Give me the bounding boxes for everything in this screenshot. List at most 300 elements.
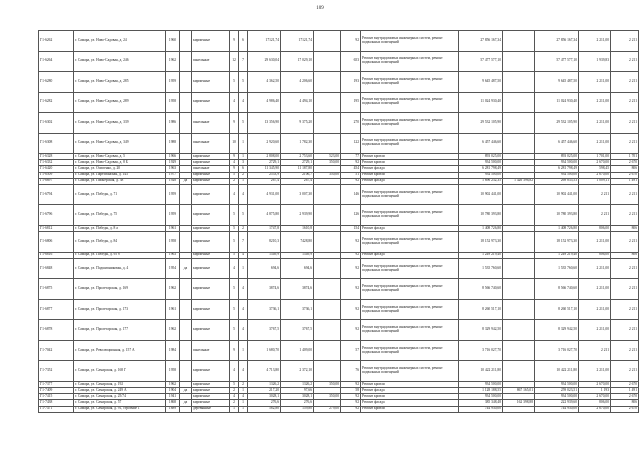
table-cell-cost-per-m2: 2 211,00 <box>579 320 611 341</box>
table-cell-address: г. Самара, ул. Самарская, д. 91, строение 1 <box>74 406 166 412</box>
table-cell-residents: 92 <box>341 178 361 184</box>
table-cell-address: г. Самара, ул. Самарская, д. 192 <box>74 381 166 387</box>
table-cell-residents: 154 <box>341 225 361 231</box>
table-cell-limit: 2 670 <box>611 406 639 412</box>
table-cell-area-living: 276,6 <box>281 400 314 406</box>
table-cell-cost-total: 1 696 232,35 <box>459 178 503 184</box>
table-cell-entrances: 4 <box>239 279 248 300</box>
table-cell-work-type: Ремонт внутридомовых инженерных систем, ремонт подвальных помещений <box>361 92 459 113</box>
table-cell-residents: 92 <box>341 279 361 300</box>
table-cell-cost-a <box>503 340 535 361</box>
table-cell-cost-total: 744 930,00 <box>459 406 503 412</box>
table-cell-residents: 195 <box>341 92 361 113</box>
table-cell-area-living: 2106,7 <box>281 172 314 178</box>
table-cell-address: г. Самара, ул. Самарская, д. 25/74 <box>74 394 166 400</box>
table-cell-code: Г1-6806 <box>39 232 74 253</box>
table-cell-cost-per-m2: 2 211,00 <box>579 232 611 253</box>
table-cell-area-total: 4 362,50 <box>248 72 281 93</box>
table-cell-entrances: 2 <box>239 225 248 231</box>
table-cell-cost-total: 3 716 027,70 <box>459 340 503 361</box>
table-cell-year: 1958 <box>166 232 180 253</box>
table-cell-limit: 1 491 <box>611 178 639 184</box>
table-cell-wall-material: кирпичные <box>192 92 230 113</box>
table-cell-year: 1961 <box>166 299 180 320</box>
table-cell-wall-material: кирпичные <box>192 400 230 406</box>
table-cell-cost-a <box>503 258 535 279</box>
table-cell-wall-material: панельные <box>192 113 230 134</box>
table-cell-area-living: 4 494,10 <box>281 92 314 113</box>
table-cell-area-total: 3028,1 <box>248 394 281 400</box>
table-cell-address: г. Самара, ул. Ново-Садовая, д. 285 <box>74 72 166 93</box>
table-cell-cost-per-m2: 2 211,00 <box>579 361 611 382</box>
table-cell-work-type: Ремонт внутридомовых инженерных систем, ремонт подвальных помещений <box>361 279 459 300</box>
table-cell-address: г. Самара, ул. Победы, д. 75 <box>74 205 166 226</box>
table-cell-code: Г1-7471 <box>39 406 74 412</box>
table-cell-cost-b: 10 902 441,00 <box>535 184 579 205</box>
table-cell-cost-total: 27 856 167,34 <box>459 31 503 52</box>
table-cell-work-type: Ремонт внутридомовых инженерных систем, ремонт подвальных помещений <box>361 113 459 134</box>
table-cell-entrances: 4 <box>239 320 248 341</box>
table-cell-floors: 12 <box>230 51 239 72</box>
table-cell-address: г. Самара, ул. Ново-Садовая, д. 339 <box>74 113 166 134</box>
table-row <box>39 279 639 300</box>
table-cell-cost-a <box>503 406 535 412</box>
table-cell-floors: 9 <box>230 113 239 134</box>
table-cell-area-total: 2 920,60 <box>248 133 281 154</box>
table-cell-cost-per-m2: 2 211 <box>579 184 611 205</box>
table-cell-limit: 2 211 <box>611 72 639 93</box>
table-cell-entrances: 5 <box>239 72 248 93</box>
table-cell-cost-per-m2: 2 211 <box>579 340 611 361</box>
table-cell-cost-total: 934 500,00 <box>459 172 503 178</box>
table-cell-area-extra: 350,00 <box>314 172 341 178</box>
table-cell-flag <box>180 340 192 361</box>
table-cell-year: 1988 <box>166 133 180 154</box>
table-cell-residents: 92 <box>341 31 361 52</box>
table-cell-address: г. Самара, ул. Партизанская, д. 143 <box>74 172 166 178</box>
table-cell-limit: 2 211 <box>611 133 639 154</box>
table-cell-area-living: 694,6 <box>281 258 314 279</box>
table-cell-floors: 4 <box>230 184 239 205</box>
table-cell-year: 1977 <box>166 172 180 178</box>
table-cell-code: Г1-7409 <box>39 388 74 394</box>
table-cell-code: Г1-6848 <box>39 258 74 279</box>
table-cell-cost-per-m2: 806,00 <box>579 225 611 231</box>
table-cell-entrances: 7 <box>239 232 248 253</box>
table-cell-work-type: Ремонт внутридомовых инженерных систем, ремонт подвальных помещений <box>361 299 459 320</box>
table-cell-limit: 806 <box>611 225 639 231</box>
table-cell-floors: 2 <box>230 400 239 406</box>
table-cell-year: 1963 <box>166 166 180 172</box>
table-cell-entrances: 1 <box>239 154 248 160</box>
table-cell-area-living: 11 187,80 <box>281 166 314 172</box>
table-cell-cost-b: 8 260 517,10 <box>535 299 579 320</box>
table-cell-address: г. Самара, ул. Самарская, д. 57 <box>74 400 166 406</box>
table-cell-area-extra <box>314 232 341 253</box>
table-cell-cost-per-m2: 2 670,00 <box>579 172 611 178</box>
table-cell-entrances: 4 <box>239 299 248 320</box>
table-cell-cost-a <box>503 31 535 52</box>
table-cell-cost-b: 934 500,00 <box>535 172 579 178</box>
table-cell-limit: 2 211 <box>611 320 639 341</box>
table-cell-entrances: 1 <box>239 178 248 184</box>
table-cell-work-type: Ремонт внутридомовых инженерных систем, ремонт подвальных помещений <box>361 205 459 226</box>
table-cell-cost-total: 9 645 487,50 <box>459 72 503 93</box>
table-cell-entrances: 1 <box>239 340 248 361</box>
table-cell-wall-material: кирпичные <box>192 320 230 341</box>
table-cell-year: 1963 <box>166 252 180 258</box>
table-cell-code: Г1-7438 <box>39 400 74 406</box>
table-cell-limit: 2 211 <box>611 279 639 300</box>
table-cell-year: 1962 <box>166 320 180 341</box>
table-cell-limit: 2 211 <box>611 258 639 279</box>
table-cell-entrances: 1 <box>239 133 248 154</box>
table-cell-cost-b: 1 535 760,60 <box>535 258 579 279</box>
table-cell-wall-material: кирпичные <box>192 252 230 258</box>
table-cell-year: 1984 <box>166 340 180 361</box>
table-cell-cost-per-m2: 598,45 <box>579 166 611 172</box>
table-cell-limit: 2 211 <box>611 361 639 382</box>
table-cell-cost-b: 6 281 798,49 <box>535 166 579 172</box>
table-cell-work-type: Ремонт внутридомовых инженерных систем, ремонт подвальных помещений <box>361 320 459 341</box>
table-cell-area-total: 2729,1 <box>248 160 281 166</box>
table-cell-entrances: 1 <box>239 406 248 412</box>
table-cell-cost-per-m2: 2 211 <box>579 205 611 226</box>
table-cell-cost-per-m2: 806,00 <box>579 400 611 406</box>
table-cell-cost-b: 934 500,00 <box>535 160 579 166</box>
table-cell-cost-total: 934 500,00 <box>459 394 503 400</box>
table-cell-code: Г1-6302 <box>39 113 74 134</box>
table-cell-residents: 653 <box>341 51 361 72</box>
table-row <box>39 299 639 320</box>
table-cell-cost-b: 10 780 393,80 <box>535 205 579 226</box>
table-cell-cost-per-m2: 2 670,00 <box>579 406 611 412</box>
table-cell-wall-material: кирпичные <box>192 279 230 300</box>
table-cell-address: г. Самара, ул. Самарская, д. 249 А <box>74 388 166 394</box>
table-cell-year: 1941 <box>166 394 180 400</box>
table-cell-flag <box>180 133 192 154</box>
table-cell-cost-b: 11 024 930,40 <box>535 92 579 113</box>
table-cell-cost-per-m2: 2 211,00 <box>579 31 611 52</box>
table-cell-area-living: 17121,74 <box>281 31 314 52</box>
table-cell-wall-material: панельные <box>192 133 230 154</box>
table-cell-limit: 806 <box>611 166 639 172</box>
table-cell-flag: да <box>180 178 192 184</box>
table-cell-area-extra <box>314 340 341 361</box>
table-cell-floors: 4 <box>230 92 239 113</box>
table-cell-cost-b: 934 500,00 <box>535 381 579 387</box>
table-cell-address: г. Самара, ул. Ново-Садовая, д. 8 Б <box>74 160 166 166</box>
table-cell-cost-b: 29 532 105,90 <box>535 113 579 134</box>
table-cell-residents: 454 <box>341 166 361 172</box>
table-cell-area-total: 4 986,40 <box>248 92 281 113</box>
page-number: 109 <box>316 6 324 11</box>
table-cell-code: Г1-6308 <box>39 133 74 154</box>
table-cell-floors: 5 <box>230 299 239 320</box>
table-cell-area-extra <box>314 113 341 134</box>
table-cell-cost-per-m2: 2 670,00 <box>579 160 611 166</box>
table-cell-cost-per-m2: 2 211,00 <box>579 258 611 279</box>
table-cell-cost-total: 1 535 760,60 <box>459 258 503 279</box>
table-cell-area-living: 9 375,20 <box>281 113 314 134</box>
table-cell-address: г. Самара, ул. Пролетарская, д. 173 <box>74 299 166 320</box>
table-cell-area-total: 4 931,00 <box>248 184 281 205</box>
table-cell-year: 1868 <box>166 400 180 406</box>
table-cell-entrances: 7 <box>239 51 248 72</box>
table-cell-area-total: 3767,5 <box>248 320 281 341</box>
table-cell-area-extra <box>314 205 341 226</box>
table-cell-limit: 2 211 <box>611 184 639 205</box>
table-row <box>39 232 639 253</box>
table-cell-wall-material: кирпичные <box>192 394 230 400</box>
table-cell-work-type: Ремонт внутридомовых инженерных систем, ремонт подвальных помещений <box>361 340 459 361</box>
table-cell-cost-per-m2: 1 701,00 <box>579 154 611 160</box>
table-cell-area-living: 3767,5 <box>281 320 314 341</box>
table-cell-address: г. Самара, ул. Пролетарская, д. 177 <box>74 320 166 341</box>
table-cell-cost-a <box>503 205 535 226</box>
table-cell-cost-b: 57 477 577,10 <box>535 51 579 72</box>
table-cell-area-extra <box>314 361 341 382</box>
table-cell-residents: 92 <box>341 160 361 166</box>
table-cell-area-living: 7428,80 <box>281 232 314 253</box>
table-cell-wall-material: кирпичные <box>192 258 230 279</box>
table-cell-flag <box>180 361 192 382</box>
table-cell-code: Г1-6816 <box>39 252 74 258</box>
table-cell-limit: 1 491 <box>611 388 639 394</box>
table-cell-limit: 2 670 <box>611 172 639 178</box>
table-cell-work-type: Ремонт фасада <box>361 388 459 394</box>
table-cell-limit: 2 670 <box>611 160 639 166</box>
table-cell-cost-per-m2: 2 211,00 <box>579 72 611 93</box>
table-cell-code: Г1-7377 <box>39 381 74 387</box>
table-cell-cost-total: 385 348,48 <box>459 400 503 406</box>
table-cell-entrances: 4 <box>239 252 248 258</box>
table-cell-area-extra: 350,00 <box>314 394 341 400</box>
table-cell-cost-a <box>503 299 535 320</box>
table-cell-wall-material: кирпичные <box>192 154 230 160</box>
table-cell-area-extra <box>314 258 341 279</box>
table-cell-cost-b: 744 930,00 <box>535 406 579 412</box>
table-cell-flag: да <box>180 258 192 279</box>
table-cell-code: Г1-6509 <box>39 172 74 178</box>
table-cell-floors: 10 <box>230 133 239 154</box>
table-cell-code: Г1-6875 <box>39 279 74 300</box>
table-cell-flag <box>180 299 192 320</box>
table-cell-area-total: 17121,74 <box>248 31 281 52</box>
table-cell-cost-a: 1 426 396,82 <box>503 178 535 184</box>
table-cell-cost-per-m2: 2 211,00 <box>579 113 611 134</box>
table-cell-area-total: 276,6 <box>248 400 281 406</box>
table-cell-area-extra <box>314 51 341 72</box>
table-cell-residents: 146 <box>341 184 361 205</box>
table-cell-cost-b: 222 939,60 <box>535 400 579 406</box>
table-cell-cost-per-m2: 2 670,00 <box>579 381 611 387</box>
table-cell-cost-b: 269 835,53 <box>535 178 579 184</box>
table-cell-work-type: Ремонт внутридомовых инженерных систем, ремонт подвальных помещений <box>361 72 459 93</box>
table-cell-code: Г1-6420 <box>39 166 74 172</box>
table-row <box>39 320 639 341</box>
table-cell-limit: 2 211 <box>611 340 639 361</box>
table-cell-wall-material: кирпичные <box>192 361 230 382</box>
table-cell-limit: 806 <box>611 400 639 406</box>
table-cell-cost-total: 8 566 740,60 <box>459 279 503 300</box>
table-cell-area-extra <box>314 320 341 341</box>
table-cell-floors: 9 <box>230 340 239 361</box>
table-cell-wall-material: кирпичные <box>192 72 230 93</box>
table-cell-year: 1958 <box>166 92 180 113</box>
table-cell-code: Г1-6877 <box>39 299 74 320</box>
table-cell-address: г. Самара, ул. Пионерская, д. 38 <box>74 178 166 184</box>
table-cell-cost-per-m2: 1 939,83 <box>579 51 611 72</box>
table-cell-address: г. Самара, ул. Ново-Садовая, д. 246 <box>74 51 166 72</box>
table-cell-wall-material: кирпичные <box>192 381 230 387</box>
table-cell-area-total: 1747,8 <box>248 225 281 231</box>
table-cell-area-total: 217,20 <box>248 388 281 394</box>
table-cell-entrances: 2 <box>239 381 248 387</box>
table-cell-residents: 92 <box>341 299 361 320</box>
table-cell-work-type: Ремонт фасада <box>361 166 459 172</box>
table-cell-residents: 92 <box>341 258 361 279</box>
table-cell-area-extra <box>314 184 341 205</box>
table-cell-cost-a <box>503 92 535 113</box>
table-cell-cost-total: 6 457 446,60 <box>459 133 503 154</box>
table-cell-flag <box>180 51 192 72</box>
table-cell-area-living: 267,4 <box>281 178 314 184</box>
table-cell-area-extra: 279,00 <box>314 406 341 412</box>
table-row <box>39 361 639 382</box>
table-cell-work-type: Ремонт кровли <box>361 394 459 400</box>
table-cell-area-living: 1 782,30 <box>281 133 314 154</box>
table-cell-address: г. Самара, ул. Победы, д. 95 б <box>74 252 166 258</box>
table-cell-residents: 126 <box>341 205 361 226</box>
table-cell-work-type: Ремонт внутридомовых инженерных систем, ремонт подвальных помещений <box>361 51 459 72</box>
table-cell-cost-b: 10 422 211,80 <box>535 361 579 382</box>
table-cell-cost-b: 18 152 973,30 <box>535 232 579 253</box>
table-cell-limit: 2 670 <box>611 394 639 400</box>
table-cell-work-type: Ремонт кровли <box>361 160 459 166</box>
table-cell-area-living: 2 372,10 <box>281 361 314 382</box>
table-cell-entrances: 1 <box>239 258 248 279</box>
table-cell-residents: 57 <box>341 340 361 361</box>
table-cell-work-type: Ремонт фасада <box>361 252 459 258</box>
table-cell-area-living: 4 206,60 <box>281 72 314 93</box>
table-cell-floors: 9 <box>230 166 239 172</box>
table-cell-address: г. Самара, ул. Победы, д. 8 а <box>74 225 166 231</box>
table-row <box>39 51 639 72</box>
table-cell-cost-b: 893 025,00 <box>535 154 579 160</box>
table-cell-limit: 2 211 <box>611 31 639 52</box>
table-cell-address: г. Самара, ул. Победы, д. 84 <box>74 232 166 253</box>
table-cell-area-total: 3874,6 <box>248 279 281 300</box>
table-cell-code: Г1-6697 <box>39 178 74 184</box>
table-cell-code: Г1-6264 <box>39 51 74 72</box>
table-cell-wall-material: кирпичные <box>192 178 230 184</box>
table-cell-cost-per-m2: 1 009,11 <box>579 178 611 184</box>
table-cell-limit: 2 211 <box>611 299 639 320</box>
table-cell-area-living: 2729,1 <box>281 160 314 166</box>
table-cell-cost-per-m2: 2 670,00 <box>579 394 611 400</box>
table-cell-area-extra: 350,00 <box>314 381 341 387</box>
table-cell-code: Г1-7042 <box>39 340 74 361</box>
table-cell-year: 1966 <box>166 154 180 160</box>
table-cell-residents: 92 <box>341 406 361 412</box>
table-cell-work-type: Ремонт кровли <box>361 406 459 412</box>
table-cell-residents: 92 <box>341 252 361 258</box>
table-cell-wall-material: кирпичные <box>192 160 230 166</box>
table-cell-year: 1962 <box>166 381 180 387</box>
table-cell-area-extra <box>314 72 341 93</box>
table-row <box>39 258 639 279</box>
table-cell-cost-total: 8 260 517,10 <box>459 299 503 320</box>
table-cell-floors: 5 <box>230 232 239 253</box>
table-cell-cost-per-m2: 2 211,00 <box>579 299 611 320</box>
table-cell-floors: 1 <box>230 406 239 412</box>
table-cell-cost-a: 867 165,01 <box>503 388 535 394</box>
table-cell-cost-a <box>503 232 535 253</box>
table-cell-area-total: 4 875,80 <box>248 205 281 226</box>
table-cell-floors: 9 <box>230 31 239 52</box>
table-cell-year: 1960 <box>166 31 180 52</box>
table-cell-cost-b: 3 716 027,70 <box>535 340 579 361</box>
table-cell-work-type: Ремонт кровли <box>361 381 459 387</box>
table-cell-code: Г1-6812 <box>39 225 74 231</box>
table-cell-cost-per-m2: 1 193 <box>579 388 611 394</box>
table-cell-address: г. Самара, ул. Осипенко, д. 20 <box>74 166 166 172</box>
table-cell-flag <box>180 184 192 205</box>
table-cell-area-total: 2 808,00 <box>248 154 281 160</box>
table-cell-area-living: 17 029,10 <box>281 51 314 72</box>
table-cell-cost-total: 10 902 441,00 <box>459 184 503 205</box>
table-cell-area-living: 3736,1 <box>281 299 314 320</box>
table-cell-entrances: 6 <box>239 166 248 172</box>
table-cell-area-living: 159,80 <box>281 406 314 412</box>
table-cell-floors: 4 <box>230 258 239 279</box>
table-cell-area-living: 1549,9 <box>281 252 314 258</box>
table-cell-cost-a <box>503 113 535 134</box>
table-cell-area-total: 3736,1 <box>248 299 281 320</box>
table-cell-year: 1959 <box>166 205 180 226</box>
table-cell-limit: 2 211 <box>611 51 639 72</box>
table-cell-cost-b: 6 457 446,60 <box>535 133 579 154</box>
table-cell-area-living: 2 939,90 <box>281 205 314 226</box>
table-cell-floors: 4 <box>230 394 239 400</box>
table-cell-area-total: 11 345,90 <box>248 166 281 172</box>
table-cell-cost-total: 934 500,00 <box>459 381 503 387</box>
table-cell-wall-material: деревянные <box>192 406 230 412</box>
table-cell-floors: 4 <box>230 160 239 166</box>
table-cell-cost-total: 1 408 726,80 <box>459 225 503 231</box>
table-cell-address: г. Самара, ул. Ново-Садовая, д. 5 <box>74 154 166 160</box>
table-cell-work-type: Ремонт кровли <box>361 154 459 160</box>
table-cell-flag: да <box>180 388 192 394</box>
table-cell-area-extra <box>314 279 341 300</box>
table-cell-work-type: Ремонт внутридомовых инженерных систем, ремонт подвальных помещений <box>361 133 459 154</box>
table-cell-flag <box>180 406 192 412</box>
table-cell-floors: 2 <box>230 388 239 394</box>
table-cell-cost-per-m2: 2 211,00 <box>579 279 611 300</box>
table-cell-cost-b: 934 500,00 <box>535 394 579 400</box>
table-cell-year: 1959 <box>166 184 180 205</box>
table-cell-cost-total: 10 422 211,80 <box>459 361 503 382</box>
table-cell-wall-material: панельные <box>192 166 230 172</box>
table-cell-year: 1929 <box>166 160 180 166</box>
table-cell-work-type: Ремонт внутридомовых инженерных систем, ремонт подвальных помещений <box>361 258 459 279</box>
table-cell-floors: 5 <box>230 279 239 300</box>
table-cell-flag <box>180 232 192 253</box>
table-cell-cost-a <box>503 361 535 382</box>
table-cell-floors: 5 <box>230 225 239 231</box>
table-cell-area-extra <box>314 92 341 113</box>
